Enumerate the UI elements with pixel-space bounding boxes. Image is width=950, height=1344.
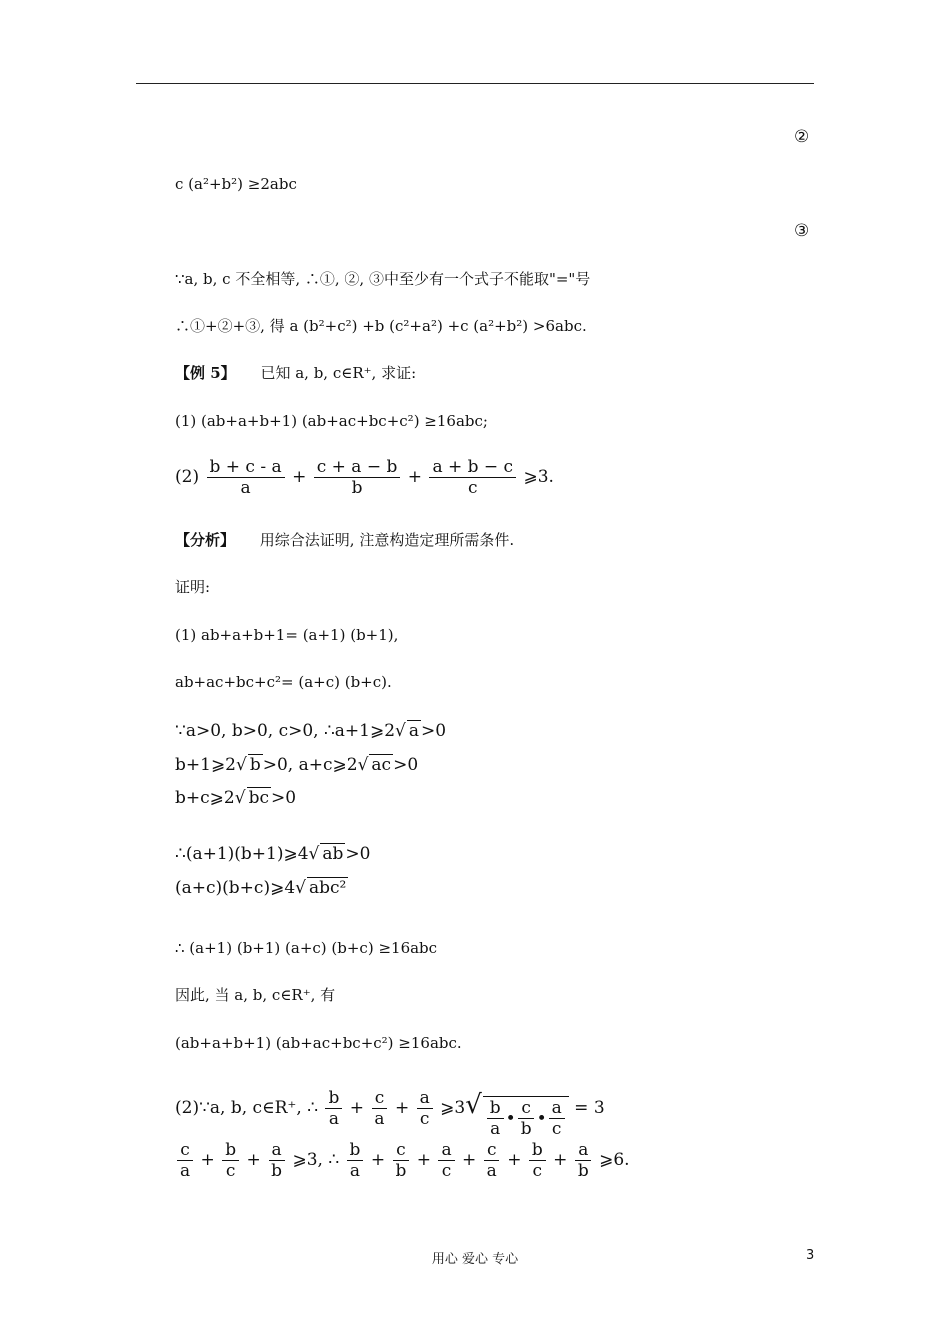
sqrt: a	[408, 721, 420, 741]
cube-root: $\frac{b}{a}$ • $\frac{c}{b}$ • $\frac{a}{c}$	[483, 1096, 569, 1141]
fraction: $\frac{c + a - b}{b}$	[314, 457, 401, 498]
math-line: (a+c)(b+c)⩾4√ abc²	[175, 878, 347, 898]
math-line: b+1⩾2√ b >0, a+c⩾2√ ac >0	[175, 755, 419, 775]
header-rule	[136, 83, 814, 84]
example-tag: 【例 5】	[175, 364, 236, 382]
page-footer: 用心 爱心 专心	[431, 1252, 519, 1267]
sqrt: ab	[322, 844, 344, 864]
text-line: c (a²+b²) ≥2abc	[175, 175, 297, 193]
analysis-text: 用综合法证明, 注意构造定理所需条件.	[259, 531, 515, 549]
example-text: 已知 a, b, c∈R⁺, 求证:	[260, 364, 417, 382]
math-line: b+c⩾2√ bc >0	[175, 788, 297, 808]
fraction: $\frac{b + c - a}{a}$	[207, 457, 285, 498]
text-line: (1) (ab+a+b+1) (ab+ac+bc+c²) ≥16abc;	[175, 412, 488, 430]
example-5-heading	[175, 363, 416, 383]
math-line-sum: $\frac{c}{a}$ + $\frac{b}{c}$ + $\frac{a}{b}$ ⩾3, ∴ $\frac{b}{a}$ + $\frac{c}{b}$ + $\frac{a}{c}$ + $\frac{c}{a}$ + $\frac{b}{c}$ + $\frac{a}{b}$ ⩾6.	[175, 1138, 630, 1182]
sqrt: bc	[248, 788, 269, 808]
text-line: (ab+a+b+1) (ab+ac+bc+c²) ≥16abc.	[175, 1034, 462, 1052]
circled-3: ③	[794, 221, 810, 241]
text-line: ∴①+②+③, 得 a (b²+c²) +b (c²+a²) +c (a²+b²) >6abc.	[175, 317, 587, 335]
text-line: ∴ (a+1) (b+1) (a+c) (b+c) ≥16abc	[175, 939, 438, 957]
sqrt: b	[249, 755, 261, 775]
analysis-line	[175, 530, 514, 550]
analysis-tag: 【分析】	[175, 531, 236, 549]
fraction: $\frac{a + b - c}{c}$	[429, 457, 516, 498]
math-line-am-gm: (2)∵a, b, c∈R⁺, ∴ $\frac{b}{a}$ + $\frac{c}{a}$ + $\frac{a}{c}$ ⩾3√ $\frac{b}{a}$ • $\frac{c}{b}$ • $\frac{a}{c}$ = 3	[175, 1088, 605, 1139]
math-line: ∵a>0, b>0, c>0, ∴a+1⩾2√ a >0	[175, 721, 447, 741]
inequality-2: (2) $\frac{b + c - a}{a}$ + $\frac{c + a - b}{b}$ + $\frac{a + b - c}{c}$ ⩾3.	[175, 457, 554, 498]
page-number: 3	[806, 1248, 815, 1263]
circled-2: ②	[794, 127, 810, 147]
proof-label: 证明:	[175, 578, 211, 596]
text-line: ∵a, b, c 不全相等, ∴①, ②, ③中至少有一个式子不能取"="号	[175, 270, 591, 288]
math-line: ∴(a+1)(b+1)⩾4√ ab >0	[175, 844, 371, 864]
label: (2)	[175, 467, 200, 487]
sqrt: abc²	[308, 878, 347, 898]
sqrt: ac	[371, 755, 392, 775]
text-line: (1) ab+a+b+1= (a+1) (b+1),	[175, 626, 399, 644]
text-line: ab+ac+bc+c²= (a+c) (b+c).	[175, 673, 392, 691]
text-line: 因此, 当 a, b, c∈R⁺, 有	[175, 986, 336, 1004]
